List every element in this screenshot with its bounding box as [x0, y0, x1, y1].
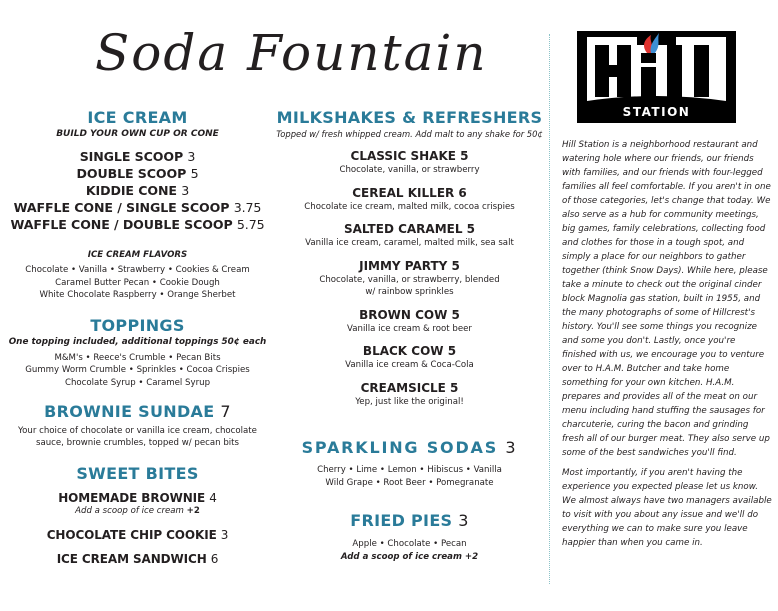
sodas-line: Cherry • Lime • Lemon • Hibiscus • Vanilla — [317, 465, 502, 475]
brownie-sundae-heading: BROWNIE SUNDAE 7 — [44, 401, 231, 421]
brownie-sundae-desc: sauce, brownie crumbles, topped w/ pecan bits — [35, 438, 240, 449]
hill-station-logo — [577, 31, 736, 123]
menu-item-note: Add a scoop of ice cream +2 — [75, 505, 200, 516]
menu-item: WAFFLE CONE / DOUBLE SCOOP 5.75 — [10, 217, 265, 232]
about-paragraph: Most importantly, if you aren't having the experience you expected please let us know. We almost always have two managers available to visit with you about any issue and we'll do everything we can to make sure you leave happier than when you came in. — [562, 468, 772, 548]
menu-item: HOMEMADE BROWNIE 4 — [58, 490, 217, 505]
shake-item: BLACK COW 5 Vanilla ice cream & Coca-Cola — [345, 344, 474, 370]
ice-cream-subheading: BUILD YOUR OWN CUP OR CONE — [56, 129, 219, 139]
brownie-sundae-section — [0, 402, 275, 450]
sweet-bites-section — [0, 464, 275, 566]
menu-item: WAFFLE CONE / SINGLE SCOOP 3.75 — [13, 200, 262, 215]
menu-item: ICE CREAM SANDWICH 6 — [56, 551, 219, 566]
shake-item: SALTED CARAMEL 5 Vanilla ice cream, caramel, malted milk, sea salt — [305, 222, 514, 248]
svg-text:STATION: STATION — [622, 105, 691, 119]
fried-pies-line: Apple • Chocolate • Pecan — [352, 539, 467, 550]
logo-graphic — [577, 31, 736, 123]
flavors-line: Caramel Butter Pecan • Cookie Dough — [55, 277, 220, 288]
brownie-sundae-desc: Your choice of chocolate or vanilla ice cream, chocolate — [18, 425, 257, 436]
page-title: Soda Fountain — [95, 24, 488, 82]
column-divider — [549, 34, 550, 584]
menu-item: CHOCOLATE CHIP COOKIE 3 — [46, 527, 229, 542]
fried-pies-heading: FRIED PIES 3 — [350, 511, 469, 531]
shake-item: JIMMY PARTY 5 Chocolate, vanilla, or strawberry, blended w/ rainbow sprinkles — [319, 258, 500, 297]
ice-cream-heading: ICE CREAM — [87, 108, 188, 127]
toppings-line: M&M's • Reece's Crumble • Pecan Bits — [54, 352, 221, 363]
toppings-line: Chocolate Syrup • Caramel Syrup — [64, 377, 211, 388]
shake-item: BROWN COW 5 Vanilla ice cream & root beer — [347, 307, 472, 334]
fried-pies-note: Add a scoop of ice cream +2 — [340, 551, 479, 562]
menu-item: KIDDIE CONE 3 — [85, 183, 190, 198]
flavors-line: Chocolate • Vanilla • Strawberry • Cookies & Cream — [25, 265, 250, 275]
toppings-line: Gummy Worm Crumble • Sprinkles • Cocoa Crispies — [25, 365, 250, 376]
toppings-heading: TOPPINGS — [90, 315, 185, 335]
shake-item: CLASSIC SHAKE 5 Chocolate, vanilla, or strawberry — [339, 149, 480, 175]
shake-item: CREAMSICLE 5 Yep, just like the original! — [355, 380, 464, 407]
flavors-line: White Chocolate Raspberry • Orange Sherbet — [39, 290, 236, 301]
sweet-bites-heading: SWEET BITES — [76, 463, 199, 483]
toppings-subheading: One topping included, additional toppings 50¢ each — [8, 336, 267, 347]
flavors-heading: ICE CREAM FLAVORS — [87, 250, 188, 260]
about-text — [562, 138, 772, 556]
menu-item: DOUBLE SCOOP 5 — [76, 166, 199, 181]
ice-cream-section — [0, 108, 275, 302]
sparkling-sodas-section — [272, 438, 547, 489]
sodas-line: Wild Grape • Root Beer • Pomegranate — [325, 477, 494, 488]
about-paragraph: Hill Station is a neighborhood restaurant and watering hole where our friends, our friends with families, and our friends with four-legged families all feel comfortable. If you aren't in one of those categories, let's change that today. We also serve as a hub for community meetings, big games, family celebrations, collecting food and clothes for those in a tough spot, and simply a place for our neighbors to gather together (think Snow Days). While here, please take a minute to check out the original cinder block Magnolia gas station, built in 1955, and the many photographs of some of Hillcrest's history. You'll see some things you recognize and some you don't. Lastly, once you're finished with us, we encourage you to venture over to H.A.M. Butcher and take home something for your own kitchen. H.A.M. prepares and provides all of the meat on our menu including hand stuffing the sausages for charcuterie, curing the bacon and grinding fresh all of our burger meat. They also serve up some of the best sandwiches you'll find. — [562, 140, 771, 458]
middle-column — [272, 108, 547, 563]
left-column — [0, 108, 275, 566]
toppings-section — [0, 316, 275, 390]
milkshakes-heading: MILKSHAKES & REFRESHERS — [276, 108, 543, 127]
menu-item: SINGLE SCOOP 3 — [79, 149, 196, 164]
fried-pies-section — [272, 511, 547, 563]
shake-item: CEREAL KILLER 6 Chocolate ice cream, malted milk, cocoa crispies — [304, 185, 515, 212]
milkshakes-subheading: Topped w/ fresh whipped cream. Add malt to any shake for 50¢ — [276, 129, 543, 139]
sparkling-sodas-heading: SPARKLING SODAS 3 — [301, 438, 518, 457]
